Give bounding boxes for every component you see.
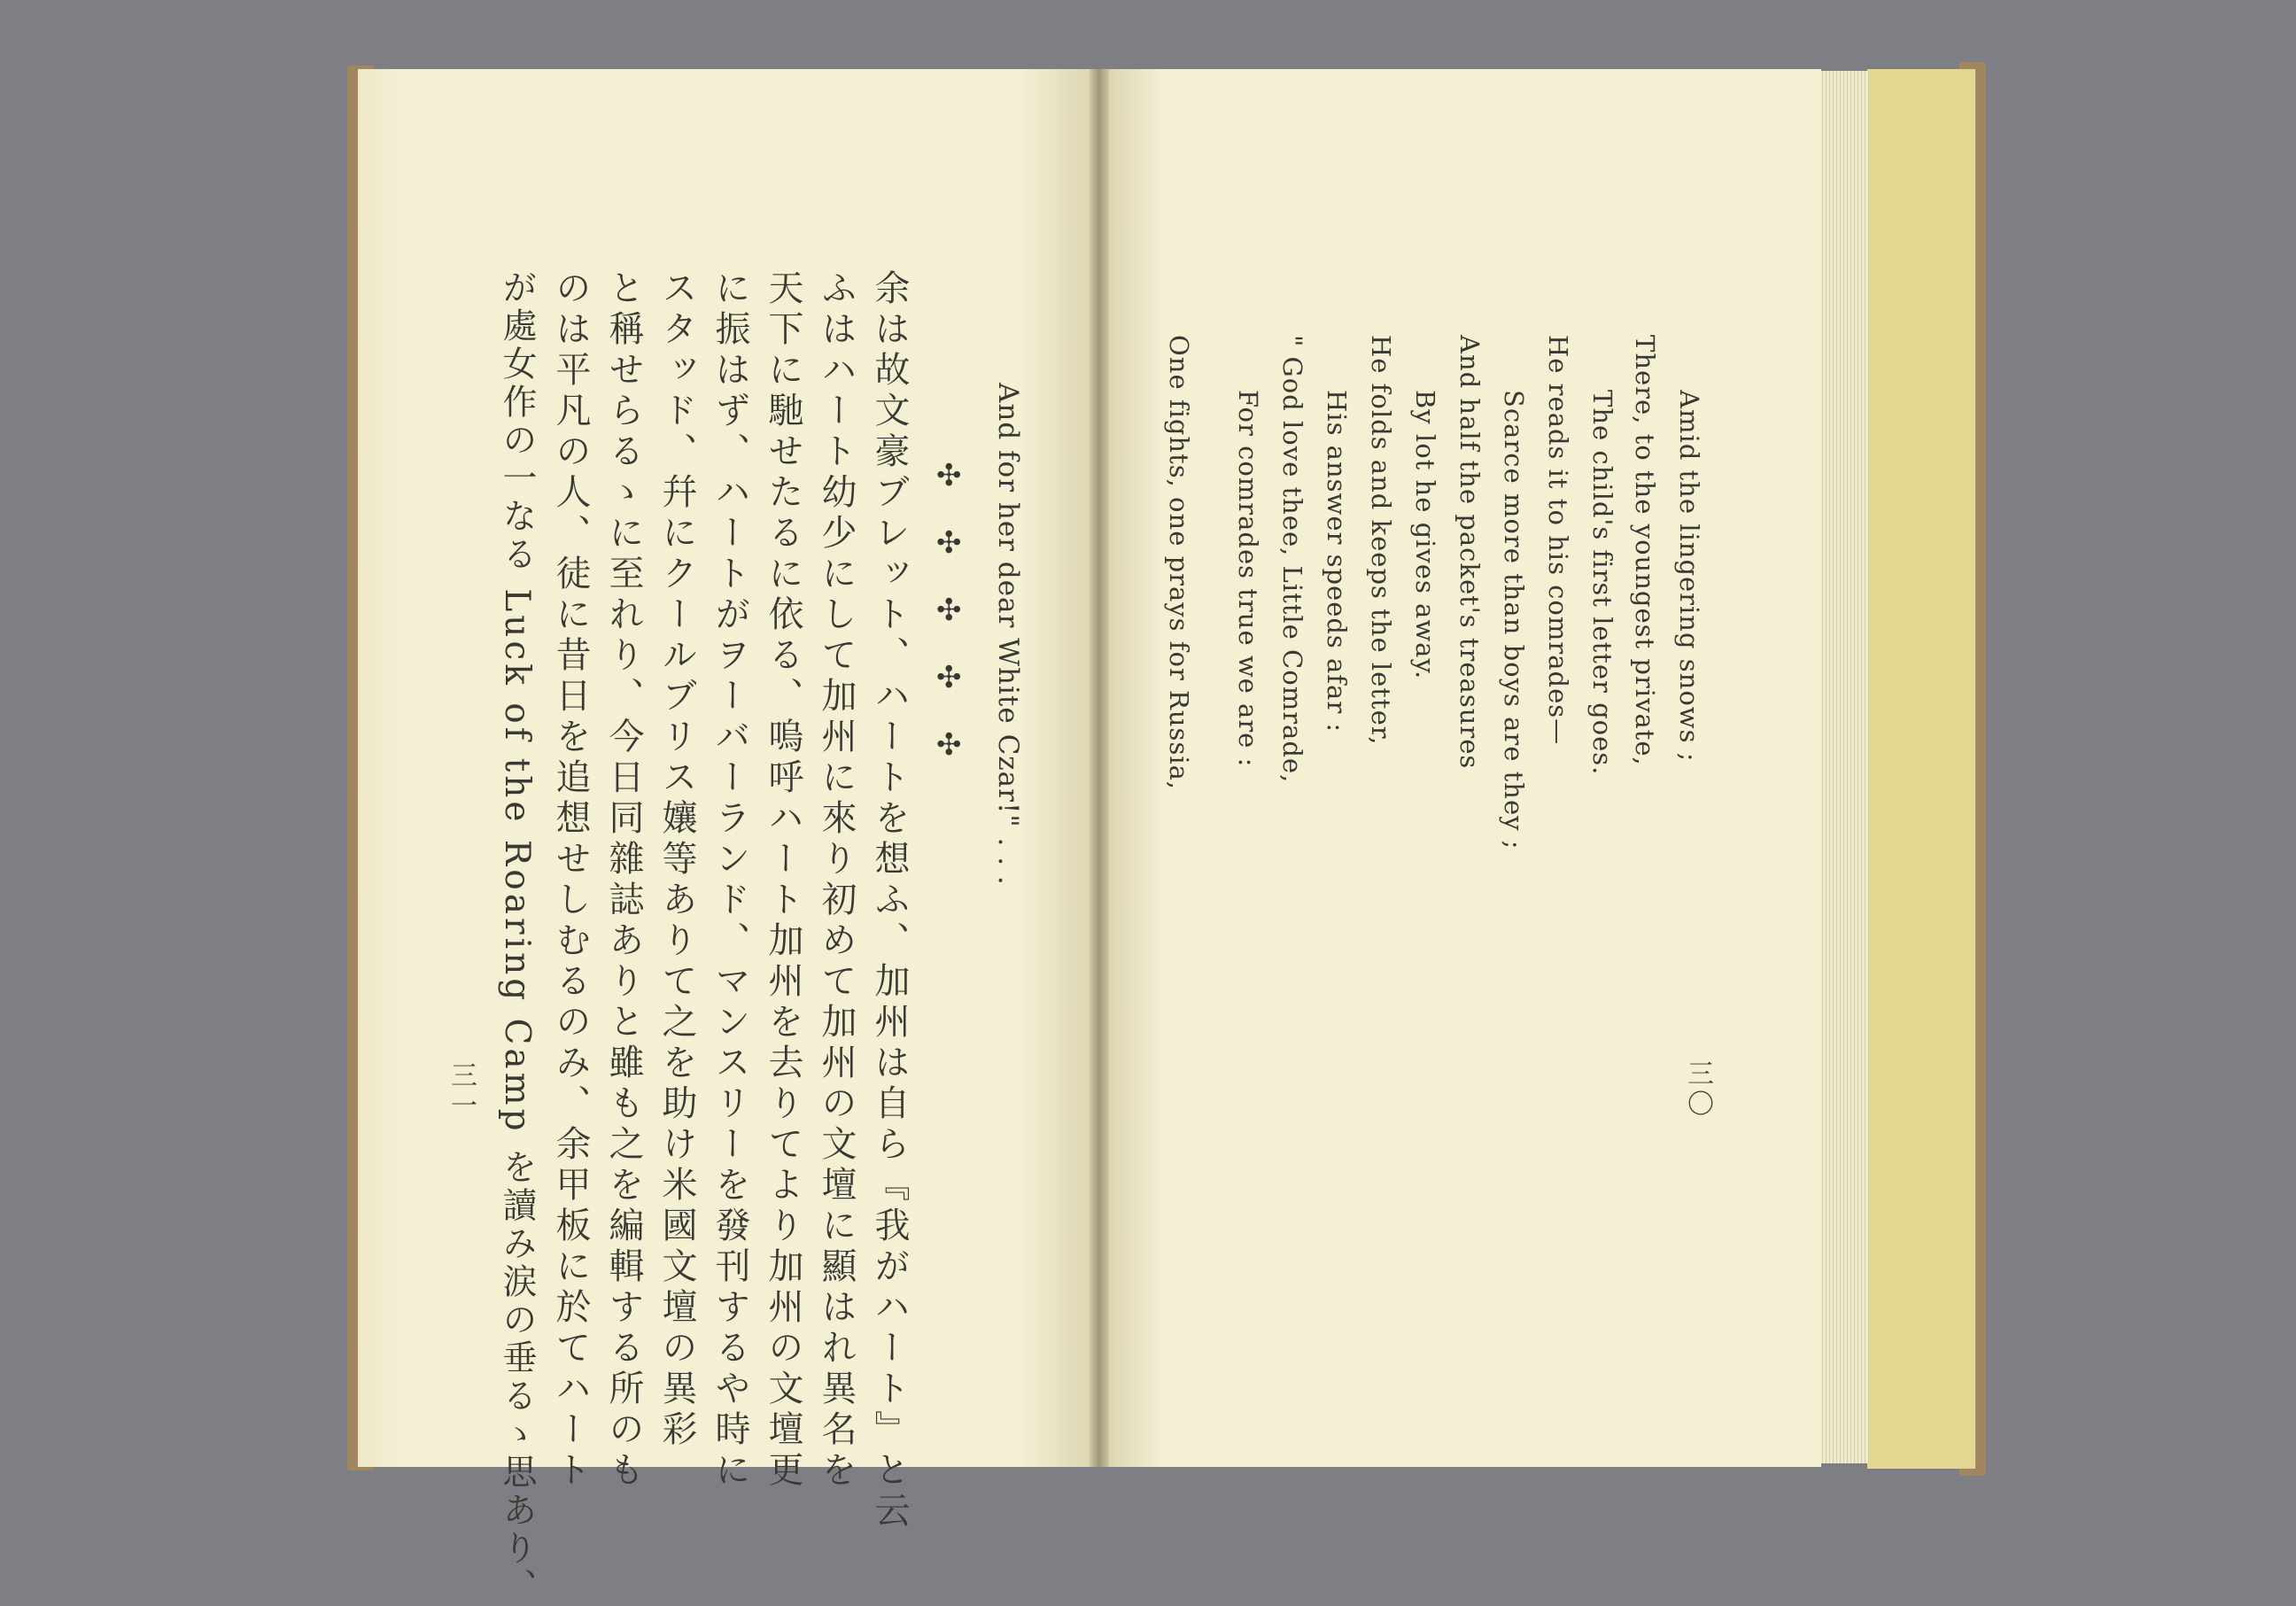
japanese-line: ふはハート幼少にして加州に來り初めて加州の文壇に顯はれ異名を: [816, 269, 857, 1492]
ornament-icon: ✣: [936, 458, 962, 493]
ornament-icon: ✣: [936, 660, 962, 695]
japanese-line: のは平凡の人、徒に昔日を追想せしむるのみ、余甲板に於てハート: [550, 269, 591, 1492]
poem-line: Amid the lingering snows ;: [1674, 390, 1704, 763]
poem-line: He reads it to his comrades—: [1543, 335, 1573, 746]
english-quote-line: And for her dear White Czar!" . . .: [992, 383, 1024, 886]
japanese-line: 天下に馳せたるに依る、嗚呼ハート加州を去りてより加州の文壇更: [763, 269, 803, 1492]
poem-line: He folds and keeps the letter,: [1366, 335, 1396, 746]
poem-line: For comrades true we are :: [1233, 390, 1263, 768]
page-number-left: 三一: [446, 1061, 477, 1121]
ornament-row: [936, 458, 962, 763]
ornament-icon: ✣: [936, 525, 962, 561]
ornament-icon: ✣: [936, 593, 962, 628]
japanese-line: と稱せらるゝに至れり、今日同雜誌ありと雖も之を編輯する所のも: [603, 269, 644, 1492]
ornament-icon: ✣: [936, 727, 962, 763]
book-gutter: [1090, 69, 1109, 1467]
japanese-line: に振はず、ハートがヲーバーランド、マンスリーを發刊するや時に: [710, 269, 750, 1492]
japanese-line: スタッド、幷にクールブリス孃等ありて之を助け米國文壇の異彩: [656, 269, 697, 1451]
poem-line: There, to the youngest private,: [1630, 335, 1660, 766]
poem-line: " God love thee, Little Comrade,: [1277, 335, 1307, 784]
japanese-line: 余は故文豪ブレット、ハートを想ふ、加州は自ら『我がハート』と云: [869, 269, 910, 1532]
poem-line: By lot he gives away.: [1410, 390, 1440, 680]
poem-line: Scarce more than boys are they ;: [1499, 390, 1529, 850]
poem-line: One fights, one prays for Russia,: [1164, 335, 1194, 791]
poem-line: The child's first letter goes.: [1587, 390, 1617, 776]
page-edges: [1819, 71, 1869, 1463]
poem-line: His answer speeds afar :: [1322, 390, 1352, 733]
poem-line: And half the packet's treasures: [1454, 335, 1485, 770]
page-number-right: 三〇: [1682, 1059, 1713, 1120]
endpaper: [1867, 69, 1975, 1469]
japanese-line: が處女作の一なる Luck of the Roaring Camp を讀み涙の垂るゝ思あり、: [497, 269, 537, 1606]
